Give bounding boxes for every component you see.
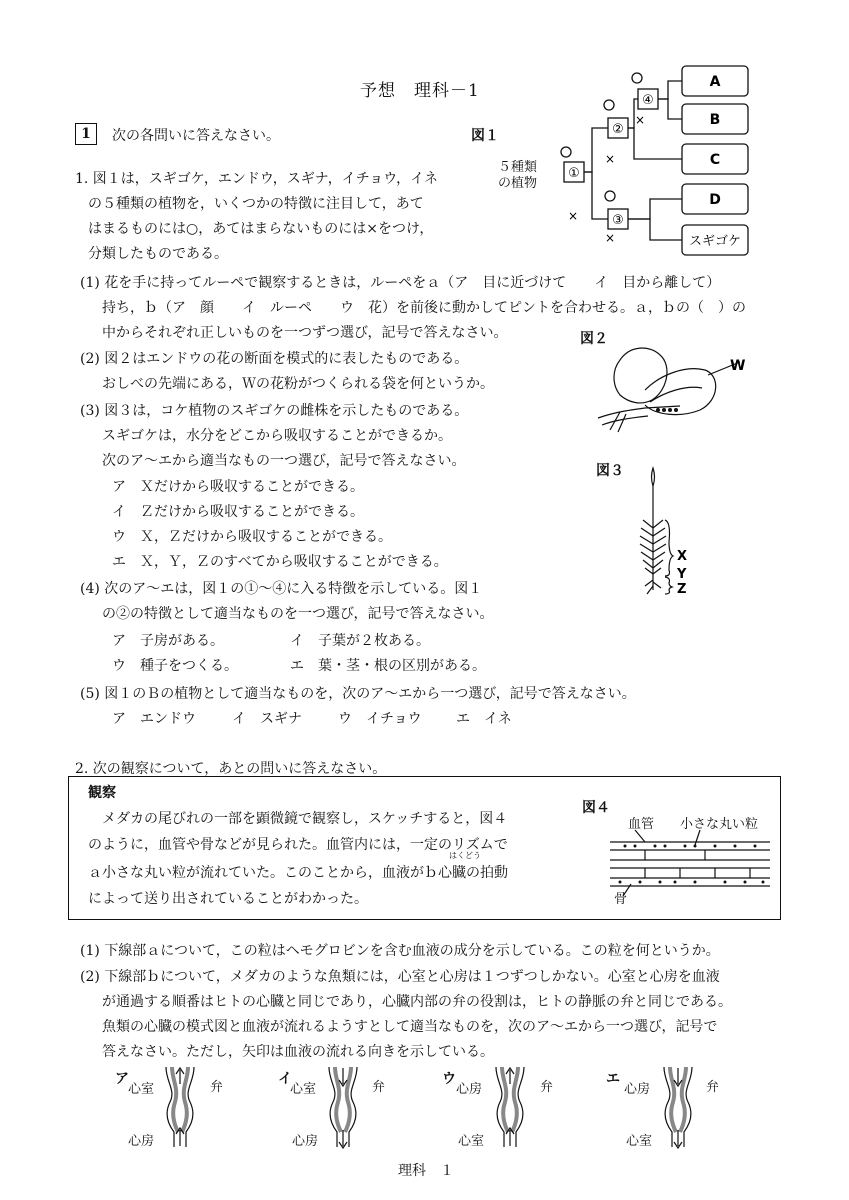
heart-top-label: 心房 xyxy=(624,1082,651,1097)
heart-diagram-i xyxy=(329,1067,357,1148)
q1-p1-line: (1) 花を手に持ってルーペで観察するときは，ルーペをａ（ア 目に近づけて イ 目から離して） xyxy=(80,275,721,291)
observation-line: メダカの尾びれの一部を顕微鏡で観察し，スケッチすると，図４ xyxy=(102,811,508,827)
heart-choice-mark: ア xyxy=(115,1071,129,1087)
q1-p3-line: 次のア～エから適当なもの一つ選び，記号で答えなさい。 xyxy=(102,453,466,469)
fig4-vessel-label: 血管 xyxy=(628,817,655,832)
heart-diagram-u xyxy=(496,1067,524,1147)
heart-choice-mark: エ xyxy=(606,1071,620,1087)
q1-p1-line: 持ち，ｂ（ア 顔 イ ルーペ ウ 花）を前後に動かしてピントを合わせる。ａ，ｂの（ ）の xyxy=(102,300,746,316)
heart-choice-mark: イ xyxy=(278,1071,292,1087)
q1-p4-choice: イ 子葉が２枚ある。 xyxy=(290,633,430,649)
observation-line: によって送り出されていることがわかった。 xyxy=(88,891,368,907)
fig3-label-z: Z xyxy=(677,582,687,597)
q1-p2-line: おしべの先端にある，Ｗの花粉がつくられる袋を何というか。 xyxy=(102,376,494,392)
heart-top-label: 心房 xyxy=(456,1082,483,1097)
heart-choice-mark: ウ xyxy=(442,1071,456,1087)
fig1-leaf-a: A xyxy=(709,74,721,90)
q1-p5-choice: エ イネ xyxy=(456,711,512,727)
fig1-x-mark: × xyxy=(605,231,616,245)
page-footer: 理科 １ xyxy=(398,1163,454,1179)
fig4-label: 図４ xyxy=(582,800,610,816)
q1-p5-choice: イ スギナ xyxy=(232,711,302,727)
fig1-node-1: ① xyxy=(568,166,580,181)
fig1-x-mark: × xyxy=(605,152,616,166)
heart-bottom-label: 心房 xyxy=(292,1134,319,1149)
heart-valve-label: 弁 xyxy=(540,1080,554,1095)
q2-p2-line: が通過する順番はヒトの心臓と同じであり，心臓内部の弁の役割は，ヒトの静脈の弁と同じである。 xyxy=(102,994,732,1010)
q1-p5-line: (5) 図１のＢの植物として適当なものを，次のア～エから一つ選び，記号で答えなさい。 xyxy=(80,686,636,702)
fig4-bone-label: 骨 xyxy=(614,892,628,907)
q1-p4-choice: エ 葉・茎・根の区別がある。 xyxy=(290,658,486,674)
heart-valve-label: 弁 xyxy=(210,1080,224,1095)
fig1-x-mark: × xyxy=(635,113,646,127)
q1-p3-choice: イ Ｚだけから吸収することができる。 xyxy=(112,504,364,520)
q1-p3-choice: ア Ｘだけから吸収することができる。 xyxy=(112,479,364,495)
q1-p1-line: 中からそれぞれ正しいものを一つずつ選び，記号で答えなさい。 xyxy=(102,325,508,341)
q1-p3-line: (3) 図３は，コケ植物のスギゴケの雌株を示したものである。 xyxy=(80,403,469,419)
q2-p1-line: (1) 下線部ａについて，この粒はヘモグロビンを含む血液の成分を示している。この粒を何というか。 xyxy=(80,943,720,959)
q1-p4-choice: ア 子房がある。 xyxy=(112,633,224,649)
fig1-leaf-b: B xyxy=(709,112,721,128)
fig1-root-label: ５種類 xyxy=(498,160,538,175)
heart-bottom-label: 心室 xyxy=(458,1134,485,1149)
ruby-hakudou: はくどう xyxy=(449,851,481,860)
q1-p4-choice: ウ 種子をつくる。 xyxy=(112,658,238,674)
q1-p3-line: スギゴケは，水分をどこから吸収することができるか。 xyxy=(102,428,452,444)
heart-bottom-label: 心房 xyxy=(128,1134,155,1149)
q2-header: 2. 次の観察について，あとの問いに答えなさい。 xyxy=(75,761,387,777)
heart-top-label: 心室 xyxy=(290,1082,317,1097)
fig3-label-x: X xyxy=(677,549,688,564)
fig1-node-2: ② xyxy=(612,122,624,137)
q1-p4-line: (4) 次のア～エは，図１の①～④に入る特徴を示している。図１ xyxy=(80,581,483,597)
q2-p2-line: 魚類の心臓の模式図と血液が流れるようすとして適当なものを，次のア～エから一つ選び，記号で xyxy=(102,1019,718,1035)
fig1-leaf-c: C xyxy=(709,152,721,168)
q1-p4-line: の②の特徴として適当なものを一つ選び，記号で答えなさい。 xyxy=(102,606,494,622)
q2-p2-line: (2) 下線部ｂについて，メダカのような魚類には，心室と心房は１つずつしかない。心室と心房を血液 xyxy=(80,969,720,985)
heart-diagrams xyxy=(100,1062,760,1152)
observation-line: のように，血管や骨などが見られた。血管内には，一定のリズムで xyxy=(88,837,508,853)
observation-line: ａ小さな丸い粒が流れていた。このことから，血液がｂ心臓の拍動 xyxy=(88,865,508,881)
fig4-particle-label: 小さな丸い粒 xyxy=(680,817,759,832)
heart-valve-label: 弁 xyxy=(706,1080,720,1095)
fig3-moss-drawing xyxy=(625,462,695,602)
fig1-leaf-sugigoke: スギゴケ xyxy=(688,234,742,249)
q1-p2-line: (2) 図２はエンドウの花の断面を模式的に表したものである。 xyxy=(80,351,469,367)
q1-intro-line: 分類したものである。 xyxy=(88,246,228,262)
fig1-node-3: ③ xyxy=(612,213,624,228)
q1-intro-line: の５種類の植物を，いくつかの特徴に注目して，あて xyxy=(88,196,424,212)
fig1-x-mark: × xyxy=(568,209,579,223)
heart-diagram-a xyxy=(166,1067,194,1147)
fig1-label: 図１ xyxy=(471,128,499,144)
fig4-fin-drawing xyxy=(605,828,775,903)
fig2-label: 図２ xyxy=(580,331,608,347)
q1-p5-choice: ア エンドウ xyxy=(112,711,196,727)
page-title: 予想 理科－1 xyxy=(360,81,480,101)
fig1-node-4: ④ xyxy=(642,93,654,108)
fig1-root-label: の植物 xyxy=(498,176,538,191)
question-header: 次の各問いに答えなさい。 xyxy=(112,128,280,144)
q1-p3-choice: エ Ｘ，Ｙ，Ｚのすべてから吸収することができる。 xyxy=(112,554,448,570)
heart-diagram-e xyxy=(664,1067,692,1148)
question-number-box: 1 xyxy=(75,123,97,145)
q1-p5-choice: ウ イチョウ xyxy=(338,711,422,727)
fig2-label-w: W xyxy=(730,358,746,374)
observation-title: 観察 xyxy=(88,785,116,801)
heart-valve-label: 弁 xyxy=(372,1080,386,1095)
q1-intro-line: はまるものには○，あてはまらないものには×をつけ， xyxy=(88,221,434,237)
heart-bottom-label: 心室 xyxy=(626,1134,653,1149)
fig1-leaf-d: D xyxy=(709,192,721,208)
heart-top-label: 心室 xyxy=(128,1082,155,1097)
fig3-label-y: Y xyxy=(677,567,687,582)
q1-p3-choice: ウ Ｘ，Ｚだけから吸収することができる。 xyxy=(112,529,392,545)
fig3-label: 図３ xyxy=(596,463,624,479)
q1-intro-line: 1. 図１は，スギゴケ，エンドウ，スギナ，イチョウ，イネ xyxy=(75,171,439,187)
fig2-pea-flower-drawing xyxy=(590,340,750,435)
q2-p2-line: 答えなさい。ただし，矢印は血液の流れる向きを示している。 xyxy=(102,1044,494,1060)
